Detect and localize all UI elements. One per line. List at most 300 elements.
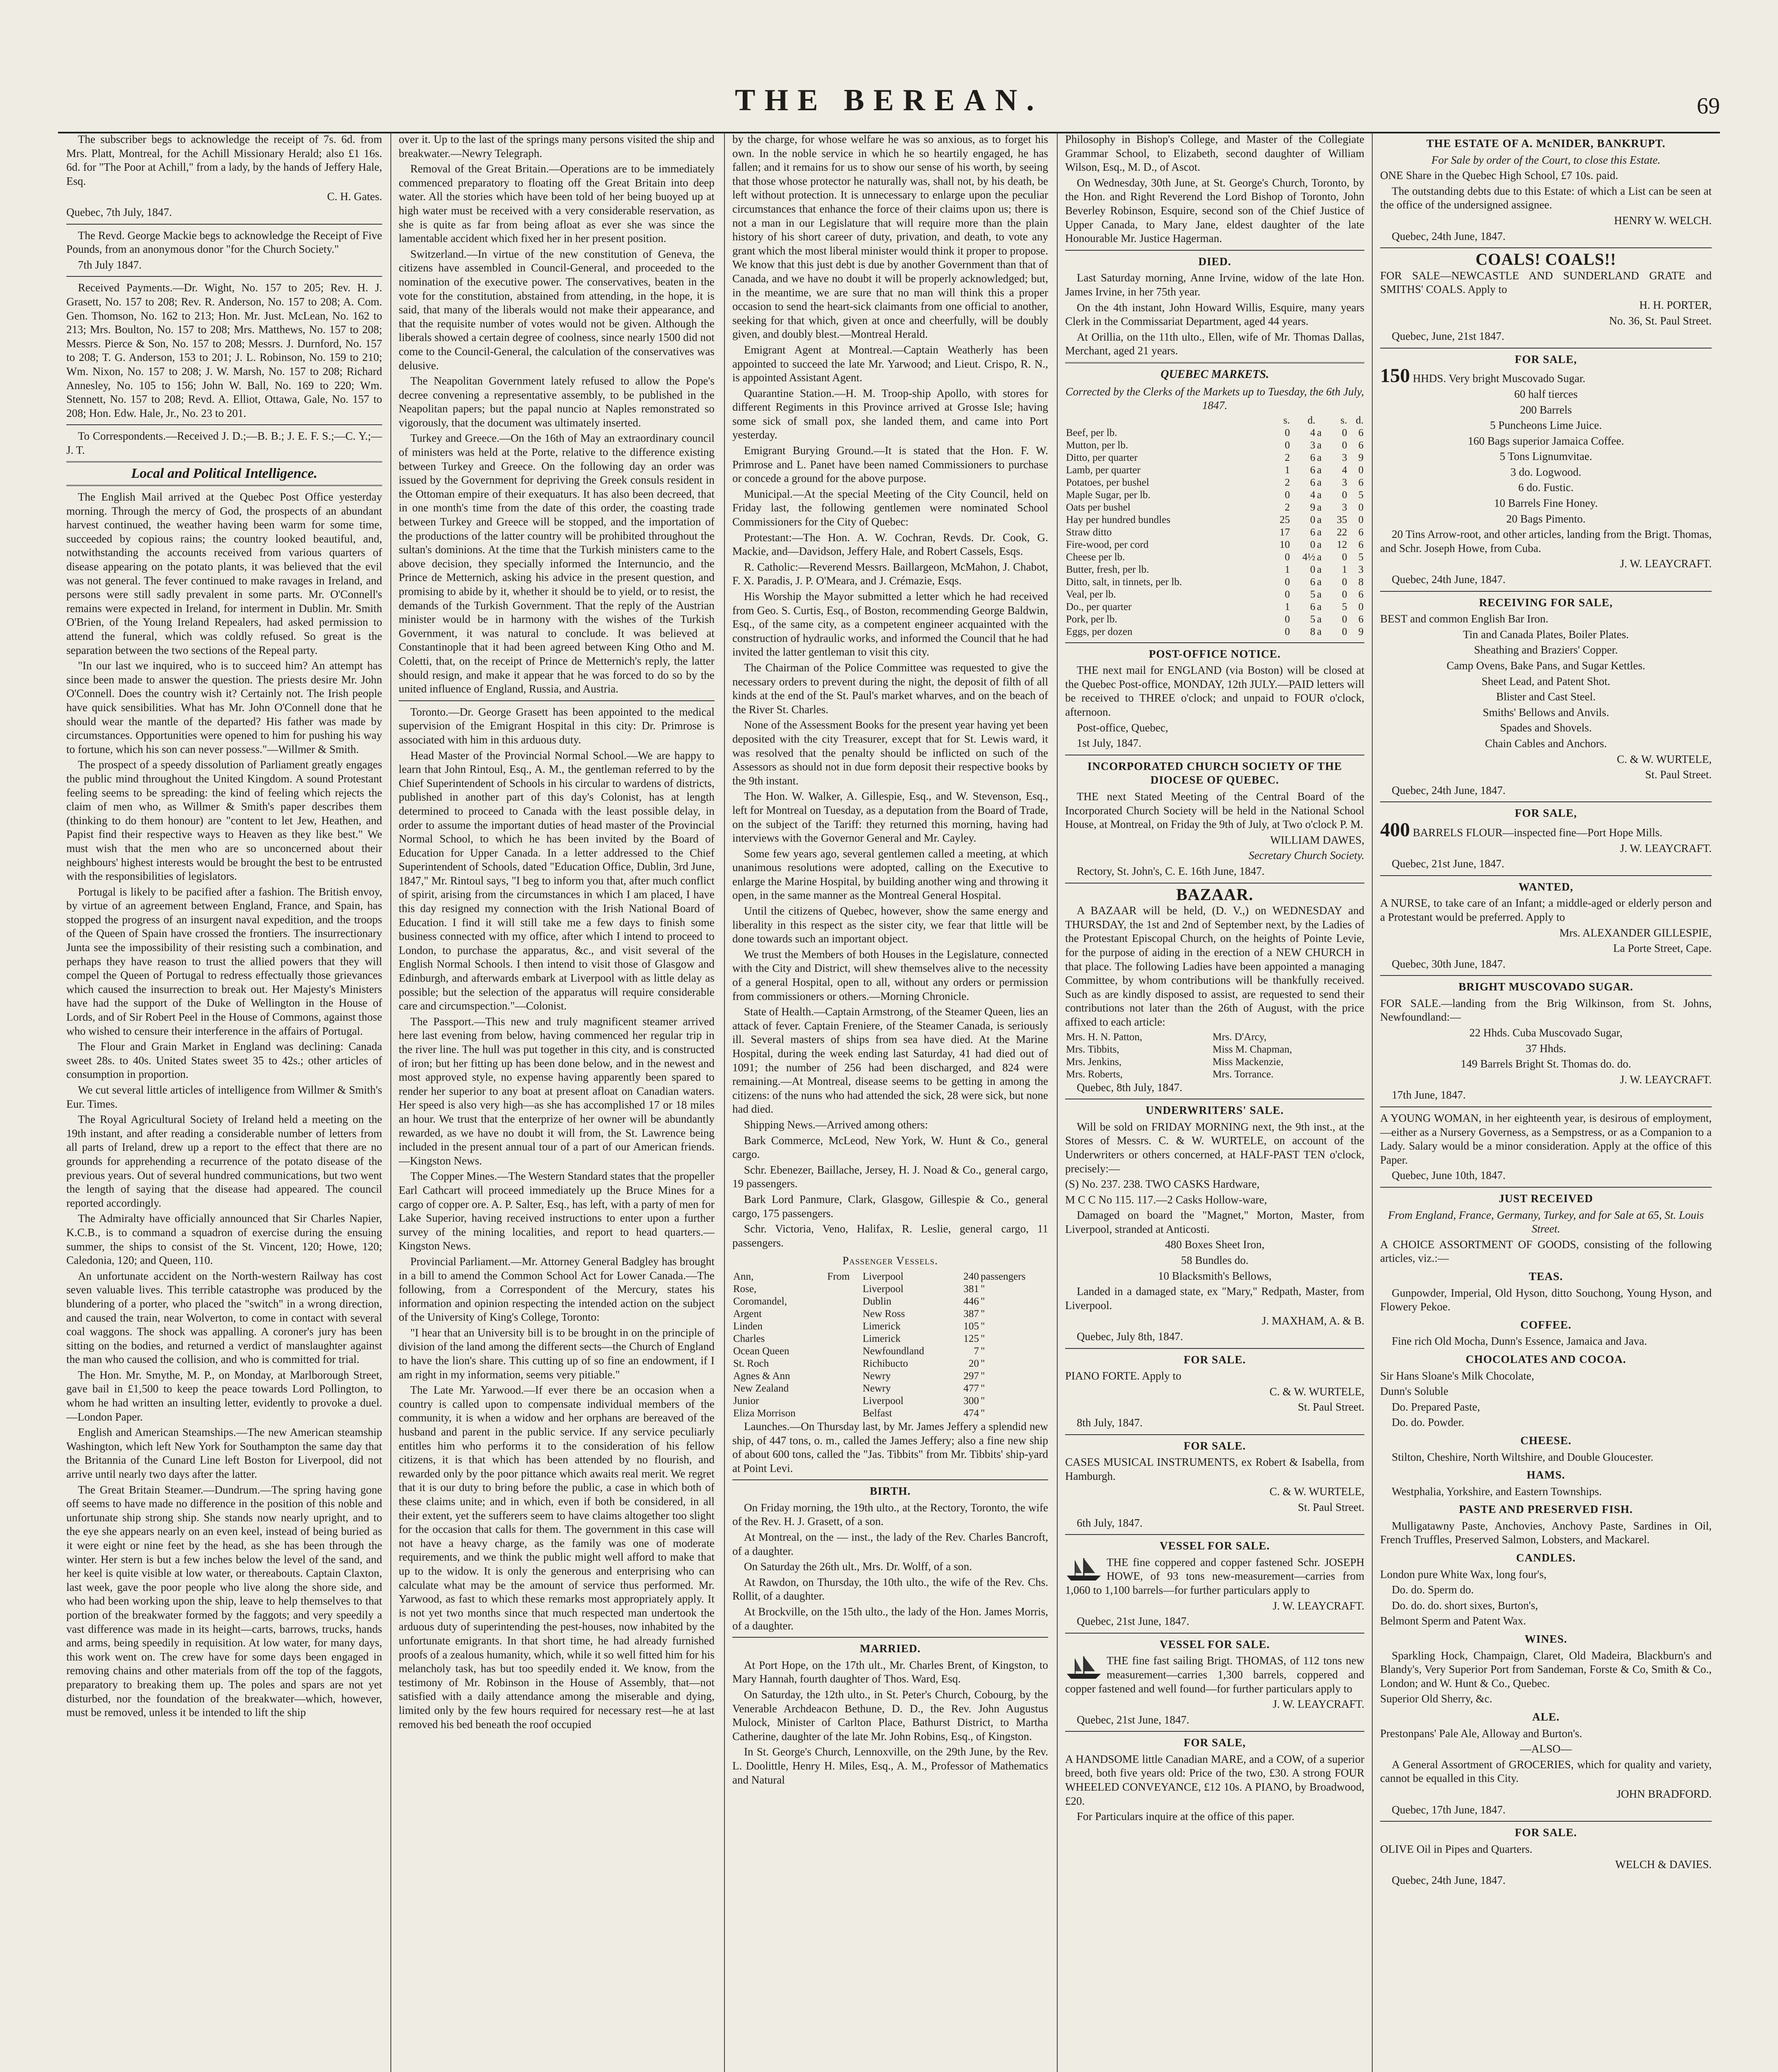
table-cell: a xyxy=(1317,439,1322,451)
goods-text: Westphalia, Yorkshire, and Eastern Townships. xyxy=(1392,1485,1602,1498)
table-cell: 6 xyxy=(1310,477,1315,488)
estate-text: The outstanding debts due to this Estate: of which a List can be seen at the office of the undersigned assignee. xyxy=(1380,184,1712,211)
for-sale-signature: C. & W. WURTELE, xyxy=(1269,1485,1364,1498)
table-cell: Straw ditto xyxy=(1066,526,1112,538)
wanted-address: La Porte Street, Cape. xyxy=(1613,942,1712,955)
table-cell: 3 xyxy=(1342,501,1347,513)
table-cell: a xyxy=(1317,489,1322,501)
table-cell: 125 xyxy=(963,1333,979,1344)
vessel-for-sale-date: Quebec, 21st June, 1847. xyxy=(1077,1615,1189,1628)
vessel-for-sale-text: THE fine fast sailing Brigt. THOMAS, of 112 tons new measurement—carries 1,300 barrels, coppered and copper fastened and well found—for further particulars apply to xyxy=(1065,1654,1364,1695)
table-cell: Do., per quarter xyxy=(1066,601,1132,612)
markets-subtitle: Corrected by the Clerks of the Markets up to Tuesday, the 6th July, 1847. xyxy=(1065,385,1364,412)
news-paragraph: The Chairman of the Police Committee was requested to give the necessary orders to prevent during the night, the deposit of filth of all kinds at the end of the St. Paul's market wharves, and on the beach of the River St. Charles. xyxy=(732,661,1048,716)
acknowledgement: The Revd. George Mackie begs to acknowledge the Receipt of Five Pounds, from an anonymous donor "for the Church Society." xyxy=(66,229,382,256)
table-cell: Dublin xyxy=(862,1295,891,1307)
vessel-for-sale-signature: J. W. LEAYCRAFT. xyxy=(1272,1599,1364,1612)
table-cell: 0 xyxy=(1358,601,1364,612)
table-cell: a xyxy=(1317,539,1322,550)
table-cell: 6 xyxy=(1310,452,1315,463)
correspondents-notice: To Correspondents.—Received J. D.;—B. B.; J. E. F. S.;—C. Y.;—J. T. xyxy=(66,430,382,456)
table-row xyxy=(732,1382,1048,1395)
news-paragraph: The prospect of a speedy dissolution of Parliament greatly engages the public mind throughout the United Kingdom. A sound Protestant feeling seems to be spreading: the kind of feeling which rejects the claim of men who, as Willmer & Smith's paper describes them (thinking to do them honour) are "content to let Jew, Heathen, and Papist find their respective ways to Heaven as they like best." We must wish that the men who are so unconcerned about their neighbours' highest interests would be brought the best to be entrusted with the responsibilities of legislators. xyxy=(66,758,382,883)
sale-item: 160 Bags superior Jamaica Coffee. xyxy=(1468,434,1624,447)
table-row xyxy=(1065,539,1364,551)
goods-heading: ALE. xyxy=(1532,1711,1560,1723)
column-2 xyxy=(399,133,715,2072)
also-separator: —ALSO— xyxy=(1520,1743,1572,1755)
table-cell: 6 xyxy=(1310,464,1315,476)
news-paragraph: His Worship the Mayor submitted a letter which he had received from Geo. S. Curtis, Esq., of Boston, recommending George Baldwin, Esq., of the same city, as a competent engineer acquainted with the construction of hydraulic works, and informed the Council that he had invited the latter gentleman to visit this city. xyxy=(732,590,1048,658)
table-cell: 35 xyxy=(1337,514,1347,525)
table-cell: 3 xyxy=(1342,452,1347,463)
wanted-text: A NURSE, to take care of an Infant; a middle-aged or elderly person and a Protestant would be preferred. Apply to xyxy=(1380,897,1712,923)
table-cell: a xyxy=(1317,613,1322,625)
goods-heading: TEAS. xyxy=(1528,1270,1563,1283)
table-cell: Liverpool xyxy=(862,1395,904,1406)
passenger-vessels-table xyxy=(732,1271,1048,1420)
table-cell: Mrs. Tibbits, xyxy=(1066,1043,1119,1055)
oil-heading: FOR SALE. xyxy=(1514,1826,1577,1839)
sugar-item: 22 Hhds. Cuba Muscovado Sugar, xyxy=(1469,1026,1623,1039)
table-cell: 381 xyxy=(963,1283,979,1295)
underwriters-item: M C C No 115. 117.—2 Casks Hollow-ware, xyxy=(1065,1193,1267,1206)
table-cell: Newry xyxy=(862,1370,891,1382)
underwriters-item: 10 Blacksmith's Bellows, xyxy=(1158,1269,1272,1282)
for-sale-heading: FOR SALE. xyxy=(1183,1439,1246,1452)
table-cell: Miss M. Chapman, xyxy=(1212,1043,1292,1055)
table-cell: Liverpool xyxy=(862,1271,904,1282)
table-cell: 0 xyxy=(1342,588,1347,600)
table-cell: 0 xyxy=(1284,427,1290,438)
column-rule xyxy=(1372,133,1373,2072)
flour-text: BARRELS FLOUR—inspected fine—Port Hope Mills. xyxy=(1412,826,1662,839)
table-row xyxy=(1065,501,1364,514)
for-sale-heading: FOR SALE. xyxy=(1183,1353,1246,1366)
table-cell: 0 xyxy=(1358,514,1364,525)
table-row xyxy=(1065,613,1364,626)
table-cell: Charles xyxy=(733,1333,765,1344)
news-paragraph: English and American Steamships.—The new American steamship Washington, which left New York for Southampton the same day that the Britannia of the Cunard Line left Boston for Liverpool, did not arrive until nearly two days after the latter. xyxy=(66,1426,382,1481)
receiving-signature: C. & W. WURTELE, xyxy=(1617,753,1712,765)
table-row xyxy=(1065,626,1364,638)
for-sale-text: PIANO FORTE. Apply to xyxy=(1065,1370,1182,1382)
table-cell: 1 xyxy=(1284,564,1290,575)
table-cell: a xyxy=(1317,452,1322,463)
deaths-heading: DIED. xyxy=(1198,255,1231,268)
goods-text: Belmont Sperm and Patent Wax. xyxy=(1380,1615,1526,1627)
column-3 xyxy=(732,133,1048,2072)
quantity-figure: 150 xyxy=(1380,365,1410,387)
table-cell xyxy=(826,1295,862,1308)
table-cell: " xyxy=(981,1395,985,1406)
post-office-signature: Post-office, Quebec, xyxy=(1077,721,1168,734)
news-paragraph: The Late Mr. Yarwood.—If ever there be an occasion when a country is called upon to compensate individual members of the community, it is when a widow and her orphans are bereaved of the husband and parent in the public service. If any service peculiarly entitles him who performs it to the consideration of his fellow citizens, it is that which has been attended by no flourish, and rewarded only by the poor pittance which awaits real merit. We regret that it is our duty to bring before the public, a case in which both of these claims unite; and in which, even if both be considered, in all their extent, yet the sufferers seem to have claims altogether too slight for the occasion that calls for them. The government in this case will not have a heavy charge, as the family was one of moderate requirements, and we think the public might well afford to make that up to the widow. It is only the generous and enterprising who can calculate what may be the amount of service thus performed. Mr. Yarwood, as fast to which these remarks most appropriately apply. It is not yet two months since that much respected man undertook the arduous duty of superintending the pest-houses, now inhabited by the unfortunate emigrants. In that short time, he had already furnished proofs of a zealous humanity, which, while it so well fitted him for his melancholy task, has but too speedily ended it. We know, from the testimony of Mr. Robinson in the House of Assembly, that—not satisfied with a daily attendance among the miserable and dying, limited only by the few hours required for necessary rest—he at last removed his bed beneath the roof occupied xyxy=(399,1384,715,1731)
column-1 xyxy=(66,133,382,2072)
table-cell: Junior xyxy=(733,1395,759,1406)
table-cell: Beef, per lb. xyxy=(1066,427,1117,438)
church-society-heading: INCORPORATED CHURCH SOCIETY OF THE DIOCESE OF QUEBEC. xyxy=(1087,760,1342,787)
table-cell: 0 xyxy=(1284,489,1290,501)
table-cell: 240 xyxy=(963,1271,979,1282)
table-cell: 105 xyxy=(963,1320,979,1332)
table-cell: 0 xyxy=(1284,439,1290,451)
young-woman-text: A YOUNG WOMAN, in her eighteenth year, is desirous of employment,—either as a Nursery Governess, as a Sempstress, or as a Companion to a Lady. Salary would be a minor consideration. Apply at the office of this Paper. xyxy=(1380,1112,1712,1166)
table-cell: Mrs. H. N. Patton, xyxy=(1066,1031,1143,1043)
bazaar-heading: BAZAAR. xyxy=(1176,885,1253,904)
table-cell: Richibucto xyxy=(862,1358,908,1369)
table-cell: 20 xyxy=(969,1358,979,1369)
news-paragraph: "I hear that an University bill is to be brought in on the principle of division of the land among the different sects—the Church of England to have the lion's share. This cutting up of so fine an endowment, if I am right in my information, seems very pitiable." xyxy=(399,1326,715,1381)
table-cell: 0 xyxy=(1342,551,1347,563)
news-paragraph: Emigrant Agent at Montreal.—Captain Weatherly has been appointed to succeed the late Mr. Yarwood; and Lieut. Crispo, R. N., is appointed Assistant Agent. xyxy=(732,343,1048,384)
table-row xyxy=(1065,576,1364,588)
underwriters-item: Landed in a damaged state, ex "Mary," Redpath, Master, from Liverpool. xyxy=(1065,1285,1364,1312)
table-row xyxy=(732,1345,1048,1358)
table-row xyxy=(732,1320,1048,1333)
table-cell: 4½ xyxy=(1302,551,1315,563)
table-cell: 4 xyxy=(1310,489,1315,501)
table-row xyxy=(1065,439,1364,452)
receiving-address: St. Paul Street. xyxy=(1645,768,1712,781)
birth-notice: On Friday morning, the 19th ulto., at the Rectory, Toronto, the wife of the Rev. H. J. Grasett, of a son. xyxy=(732,1501,1048,1528)
table-cell xyxy=(826,1407,862,1420)
table-cell: 6 xyxy=(1358,439,1364,451)
goods-text: Fine rich Old Mocha, Dunn's Essence, Jamaica and Java. xyxy=(1392,1335,1647,1348)
receiving-date: Quebec, 24th June, 1847. xyxy=(1392,784,1506,796)
oil-date: Quebec, 24th June, 1847. xyxy=(1392,1874,1506,1886)
table-cell: a xyxy=(1317,427,1322,438)
table-row xyxy=(1065,1056,1364,1068)
marriage-notice: In St. George's Church, Lennoxville, on the 29th June, by the Rev. L. Doolittle, Henry H. Miles, Esq., A. M., Professor of Mathematics and Natural xyxy=(732,1745,1048,1786)
table-header-cell: s. xyxy=(1340,414,1347,426)
oil-signature: WELCH & DAVIES. xyxy=(1615,1858,1712,1871)
table-cell: Oats per bushel xyxy=(1066,501,1131,513)
table-cell: 8 xyxy=(1358,576,1364,588)
oil-text: OLIVE Oil in Pipes and Quarters. xyxy=(1380,1842,1533,1855)
table-cell: 0 xyxy=(1284,588,1290,600)
table-cell: Limerick xyxy=(862,1320,901,1332)
table-row xyxy=(732,1271,1048,1283)
births-heading: BIRTH. xyxy=(870,1485,911,1498)
table-cell: Linden xyxy=(733,1320,763,1332)
table-cell: 5 xyxy=(1342,601,1347,612)
table-cell: Agnes & Ann xyxy=(733,1370,790,1382)
table-cell: Potatoes, per bushel xyxy=(1066,477,1149,488)
wanted-signature: Mrs. ALEXANDER GILLESPIE, xyxy=(1559,926,1712,939)
table-cell: 5 xyxy=(1310,613,1315,625)
goods-heading: HAMS. xyxy=(1526,1469,1565,1481)
table-cell: Coromandel, xyxy=(733,1295,787,1307)
table-cell: " xyxy=(981,1370,985,1382)
table-cell: Liverpool xyxy=(862,1283,904,1295)
table-row xyxy=(732,1333,1048,1345)
marriage-notice: At Port Hope, on the 17th ult., Mr. Charles Brent, of Kingston, to Mary Hannah, fourth daughter of Thos. Ward, Esq. xyxy=(732,1658,1048,1685)
goods-text: Do. do. Sperm do. xyxy=(1392,1583,1474,1596)
young-woman-date: Quebec, June 10th, 1847. xyxy=(1392,1169,1506,1182)
news-paragraph: The English Mail arrived at the Quebec Post Office yesterday morning. Through the mercy of God, the prospects of an abundant harvest continued, the weather having been warm for some time, succeeded by copious rains; the country looked beautiful, and, notwithstanding the accounts received from various quarters of disease appearing on the potato plants, it was believed that the evil was not general. The fever continued to make ravages in Ireland, and persons were still sadly prevalent in some parts. Mr. O'Connell's remains were expected in Ireland, for interment in Dublin. Mr. Smith O'Brien, of the Young Ireland Repealers, had asked permission to attend the funeral, which was coldly refused. So great is the separation between the two sections of the Repeal party. xyxy=(66,491,382,656)
table-cell: Mrs. Jenkins, xyxy=(1066,1056,1122,1067)
news-paragraph: over it. Up to the last of the springs many persons visited the ship and breakwater.—Newry Telegraph. xyxy=(399,133,715,160)
estate-text: ONE Share in the Quebec High School, £7 10s. paid. xyxy=(1380,169,1618,182)
church-society-text: THE next Stated Meeting of the Central Board of the Incorporated Church Society will be held in the National School House, at Montreal, on Friday the 9th of July, at Two o'clock P. M. xyxy=(1065,790,1364,831)
table-header-cell: d. xyxy=(1356,414,1364,426)
table-row xyxy=(1065,1043,1364,1056)
table-cell: Ocean Queen xyxy=(733,1345,790,1357)
table-row xyxy=(1065,601,1364,613)
table-cell: Miss Mackenzie, xyxy=(1212,1056,1284,1067)
sugar-text: FOR SALE.—landing from the Brig Wilkinson, from St. Johns, Newfoundland:— xyxy=(1380,997,1712,1024)
news-paragraph: Turkey and Greece.—On the 16th of May an extraordinary council of ministers was held at the Porte, relative to the difference existing between Turkey and Greece. On the following day an order was issued by the Government for depriving the Greek consuls resident in the Ottoman empire of their exequaturs. It has also been decreed, that in one month's time from the date of this order, the coasting trade between Turkey and Greece will be stopped, and the importation of the productions of the latter country will be prohibited throughout the sultan's dominions. At the time that the Turkish ministers came to the above decision, they specially informed the Internuncio, and the Prince de Metternich, asking his advice in the present question, and promising to abide by it, whether it should be to yield, or to resist, the demands of the Turkish Government. That the reply of the Austrian minister would be in harmony with the wishes of the Turkish Government, it was natural to conclude. It was believed at Constantinople that it had been agreed between King Otho and M. Coletti, that, on the receipt of Prince de Metternich's reply, the latter should resign, and make it appear that he was forced to do so by the united influence of England, Russia, and Austria. xyxy=(399,432,715,695)
news-paragraph: The Hon. Mr. Smythe, M. P., on Monday, at Marlborough Street, gave bail in £1,500 to keep the peace towards Lord Pollington, to whom he had written an insulting letter, evidently to provoke a duel.—London Paper. xyxy=(66,1368,382,1423)
receiving-item: Sheet Lead, and Patent Shot. xyxy=(1481,675,1611,687)
news-paragraph: The Royal Agricultural Society of Ireland held a meeting on the 19th instant, and after reading a considerable number of letters from all parts of Ireland, drew up a report to the effect that there are no grounds for apprehending a recurrence of the potato disease of the previous years. Out of several hundred communications, but two went the length of saying that the disease had appeared. The council reported accordingly. xyxy=(66,1113,382,1209)
birth-notice: On Saturday the 26th ult., Mrs. Dr. Wolff, of a son. xyxy=(744,1560,972,1573)
shipping-intro: Shipping News.—Arrived among others: xyxy=(744,1118,928,1131)
news-paragraph: The Admiralty have officially announced that Sir Charles Napier, K.C.B., is to command a squadron of exercise during the ensuing summer, the ships to consist of the St. Vincent, 120; Howe, 120; Caledonia, 120; and Queen, 110. xyxy=(66,1212,382,1267)
table-cell xyxy=(826,1345,862,1358)
news-paragraph: The Great Britain Steamer.—Dundrum.—The spring having gone off seems to have made no difference in the position of this noble and unfortunate ship strong ship. She stands now nearly upright, and to the eye she appears nearly on an even keel, instead of being buried as it were eight or nine feet by the head, as she has been through the winter. Her stern is but a few inches below the level of the sand, and her keel is quite visible at low water, or thereabouts. Captain Claxton, last week, gave the poor people who live along the shore side, and who had been working upon the ship, leave to help themselves to that portion of the breakwater formed by the faggots; and very speedily a vast difference was made in its height—carts, barrows, trucks, hands and arms, being speedily in requisition. At low water, for many days, this work went on. The crew have for some days been engaged in removing chains and other materials from off the top of the faggots, preparatory to breaking them up. The poles and spars are not yet disturbed, nor the foundation of the breakwater—which, however, must be removed, unless it be intended to lift the ship xyxy=(66,1483,382,1719)
table-cell: Cheese per lb. xyxy=(1066,551,1125,563)
table-row xyxy=(1065,1031,1364,1043)
marriage-notice: On Wednesday, 30th June, at St. George's Church, Toronto, by the Hon. and Right Reverend the Lord Bishop of Toronto, John Beverley Robinson, Esquire, second son of the Chief Justice of Upper Canada, to Mary Jane, eldest daughter of the late Honourable Mr. Justice Hagerman. xyxy=(1065,176,1364,245)
sale-item: 200 Barrels xyxy=(1520,403,1572,416)
table-cell: 0 xyxy=(1310,564,1315,575)
table-cell: " xyxy=(981,1358,985,1369)
sale-item: 20 Tins Arrow-root, and other articles, landing from the Brigt. Thomas, and Schr. Joseph Howe, from Cuba. xyxy=(1380,528,1712,554)
for-sale-note: For Particulars inquire at the office of this paper. xyxy=(1077,1810,1295,1823)
shipping-entry: Schr. Victoria, Veno, Halifax, R. Leslie, general cargo, 11 passengers. xyxy=(732,1222,1048,1249)
page-number: 69 xyxy=(1697,93,1720,119)
table-cell: New Zealand xyxy=(733,1382,789,1394)
vessel-for-sale-signature: J. W. LEAYCRAFT. xyxy=(1272,1698,1364,1711)
goods-text: Superior Old Sherry, &c. xyxy=(1380,1692,1492,1705)
table-header-cell xyxy=(1316,414,1327,427)
table-cell: Mrs. Roberts, xyxy=(1066,1068,1123,1080)
table-cell: Mrs. D'Arcy, xyxy=(1212,1031,1267,1043)
for-sale-date: 6th July, 1847. xyxy=(1077,1516,1143,1529)
table-cell: " xyxy=(981,1320,985,1332)
table-cell: a xyxy=(1317,501,1322,513)
just-received-text: A CHOICE ASSORTMENT OF GOODS, consisting of the following articles, viz.:— xyxy=(1380,1238,1712,1265)
for-sale-address: St. Paul Street. xyxy=(1298,1401,1364,1414)
news-paragraph: Emigrant Burying Ground.—It is stated that the Hon. F. W. Primrose and L. Panet have been named Commissioners to purchase or concede a ground for the above purpose. xyxy=(732,444,1048,485)
post-office-date: 1st July, 1847. xyxy=(1077,737,1141,750)
wanted-date: Quebec, 30th June, 1847. xyxy=(1392,957,1506,970)
sugar-item: 149 Barrels Bright St. Thomas do. do. xyxy=(1461,1058,1631,1070)
goods-heading: COFFEE. xyxy=(1520,1318,1572,1331)
table-cell: Butter, fresh, per lb. xyxy=(1066,564,1149,575)
for-sale-address: St. Paul Street. xyxy=(1298,1501,1364,1513)
news-paragraph: The Hon. W. Walker, A. Gillespie, Esq., and W. Stevenson, Esq., left for Montreal on Tuesday, as a deputation from the Board of Trade, on the subject of the Tariff: they returned this morning, having had interviews with the Governor General and Mr. Cayley. xyxy=(732,790,1048,845)
quantity-figure: 400 xyxy=(1380,818,1410,841)
table-cell: Eliza Morrison xyxy=(733,1407,796,1419)
table-cell: " xyxy=(981,1382,985,1394)
for-sale-heading: FOR SALE, xyxy=(1514,353,1577,366)
table-cell: 0 xyxy=(1342,439,1347,451)
news-paragraph: An unfortunate accident on the North-western Railway has cost seven valuable lives. This terrible catastrophe was produced by the blundering of a porter, who placed the "switch" in a wrong direction, and caused the train, near Wolverton, to come in contact with several coal waggons. The shock was appalling. A coroner's jury has been sitting on the bodies, and returned a verdict of manslaughter against the man who caused the collision, and who is committed for trial. xyxy=(66,1269,382,1366)
table-cell: a xyxy=(1317,601,1322,612)
column-rule xyxy=(390,133,391,2072)
news-paragraph: The Passport.—This new and truly magnificent steamer arrived here last evening from below, having commenced her regular trip in the river line. The hull was put together in this city, and is constructed of iron; but her fitting up has been done below, and in the newest and most approved style, no expense having apparently been spared to render her superior to any boat at present afloat on Canadian waters. Her speed is also very high—as she has accomplished 17 or 18 miles an hour. We trust that the enterprize of her owner will be abundantly rewarded, as we have no doubt it will from, the St. Lawrence being included in the present annual tour of a part of our American friends.—Kingston News. xyxy=(399,1015,715,1167)
goods-text: Do. Prepared Paste, xyxy=(1392,1400,1480,1413)
table-cell: 0 xyxy=(1358,501,1364,513)
birth-notice: At Rawdon, on Thursday, the 10th ulto., the wife of the Rev. Chs. Rollit, of a daughter. xyxy=(732,1576,1048,1602)
markets-table xyxy=(1065,414,1364,638)
table-cell: Newfoundland xyxy=(862,1345,924,1357)
goods-text: A General Assortment of GROCERIES, which for quality and variety, cannot be equalled in this City. xyxy=(1380,1758,1712,1785)
table-cell: From xyxy=(827,1271,850,1282)
table-header-cell: s. xyxy=(1283,414,1290,426)
flour-signature: J. W. LEAYCRAFT. xyxy=(1620,842,1712,854)
shipping-entry: Bark Lord Panmure, Clark, Glasgow, Gillespie & Co., general cargo, 175 passengers. xyxy=(732,1193,1048,1220)
table-row xyxy=(732,1295,1048,1308)
table-cell: 10 xyxy=(1279,539,1290,550)
underwriters-item: 480 Boxes Sheet Iron, xyxy=(1165,1238,1264,1251)
table-cell: Newry xyxy=(862,1382,891,1394)
table-header-row xyxy=(1065,414,1364,427)
marriage-notice: Philosophy in Bishop's College, and Master of the Collegiate Grammar School, to Elizabeth, second daughter of William Wilson, Esq., M. D., of Ascot. xyxy=(1065,133,1364,174)
table-cell: Ann, xyxy=(733,1271,754,1282)
table-cell: 474 xyxy=(963,1407,979,1419)
table-cell: 446 xyxy=(963,1295,979,1307)
table-row xyxy=(1065,477,1364,489)
bazaar-text: A BAZAAR will be held, (D. V.,) on WEDNESDAY and THURSDAY, the 1st and 2nd of September next, by the Ladies of the Protestant Episcopal Church, on the heights of Pointe Levie, for the purpose of aiding in the erection of a NEW CHURCH in that place. The following Ladies have been appointed a managing Committee, by whom contributions will be thankfully received. Such as are kindly disposed to assist, are requested to send their contributions not later than the 26th of August, with the price affixed to each article: xyxy=(1065,904,1364,1028)
table-cell: 4 xyxy=(1342,464,1347,476)
goods-text: Mulligatawny Paste, Anchovies, Anchovy Paste, Sardines in Oil, French Truffles, Preserved Salmon, Lobsters, and Mackarel. xyxy=(1380,1519,1712,1546)
table-cell: Mutton, per lb. xyxy=(1066,439,1128,451)
table-cell: a xyxy=(1317,626,1322,637)
goods-text: Stilton, Cheshire, North Wiltshire, and Double Gloucester. xyxy=(1392,1450,1654,1463)
sugar-signature: J. W. LEAYCRAFT. xyxy=(1620,1073,1712,1086)
news-paragraph: Quarantine Station.—H. M. Troop-ship Apollo, with stores for different Regiments in this Province arrived at Grosse Isle; having some sick of small pox, she landed them, and came into Port yesterday. xyxy=(732,387,1048,441)
passenger-vessels-heading: Passenger Vessels. xyxy=(842,1254,938,1267)
table-cell: 5 xyxy=(1358,551,1364,563)
table-cell: 6 xyxy=(1358,613,1364,625)
goods-text: Prestonpans' Pale Ale, Alloway and Burton's. xyxy=(1380,1727,1582,1740)
table-cell: a xyxy=(1317,464,1322,476)
table-cell xyxy=(826,1283,862,1295)
sugar-heading: BRIGHT MUSCOVADO SUGAR. xyxy=(1458,980,1633,993)
estate-date: Quebec, 24th June, 1847. xyxy=(1392,230,1506,242)
news-paragraph: Switzerland.—In virtue of the new constitution of Geneva, the citizens have assembled in Council-General, and proceeded to the nomination of the executive power. The conservatives, beaten in the vote for the constitution, abstained from attending, in the hope, it is said, that many of the liberals would not make their appearance, and that the requisite number of votes would not be given. Although the liberals showed a certain degree of coolness, since nearly 1500 did not come to the Council-General, the calculation of the conservatives was delusive. xyxy=(399,247,715,372)
table-cell: 0 xyxy=(1342,576,1347,588)
table-cell: 8 xyxy=(1310,626,1315,637)
news-paragraph: Removal of the Great Britain.—Operations are to be immediately commenced preparatory to floating off the Great Britain into deep water. All the stories which have been told of her being buoyed up at high water must be received with a very considerable reservation, as she is quite as far from being afloat as ever she was since the lamentable accident which fixed her in her present position. xyxy=(399,162,715,245)
goods-date: Quebec, 17th June, 1847. xyxy=(1392,1803,1506,1816)
news-paragraph: The Copper Mines.—The Western Standard states that the propeller Earl Cathcart will proceed immediately up the Bruce Mines for a cargo of copper ore. A. P. Salter, Esq., has left, with a party of men for Lake Superior, having received instructions to enter upon a further survey of the mining localities, and report to head quarters.—Kingston News. xyxy=(399,1170,715,1252)
table-row xyxy=(1065,452,1364,464)
death-notice: At Orillia, on the 11th ulto., Ellen, wife of Mr. Thomas Dallas, Merchant, aged 21 years. xyxy=(1065,330,1364,357)
for-sale-signature: C. & W. WURTELE, xyxy=(1269,1385,1364,1398)
goods-signature: JOHN BRADFORD. xyxy=(1616,1787,1712,1800)
church-society-signature: WILLIAM DAWES, xyxy=(1270,833,1364,846)
payments-received: Received Payments.—Dr. Wight, No. 157 to 205; Rev. H. J. Grasett, No. 157 to 208; Rev. R. Anderson, No. 157 to 208; A. Com. Gen. Thomson, No. 162 to 213; Hon. Mr. Just. McLean, No. 162 to 213; Mrs. Boulton, No. 157 to 208; Mrs. Matthews, No. 157 to 208; Messrs. Pierce & Son, No. 157 to 208; Messrs. J. Durnford, No. 157 to 208; T. G. Anderson, 153 to 201; J. L. Robinson, No. 159 to 210; Wm. Nixon, No. 157 to 208; J. W. Marsh, No. 157 to 208; Richard Annesley, No. 105 to 156; John W. Ball, No. 169 to 220; Wm. Stennett, No. 157 to 208; Revd. A. Elliot, Ottawa, Gale, No. 157 to 208; Hon. Edw. Hale, Jr., No. 23 to 201. xyxy=(66,281,382,419)
news-paragraph: Municipal.—At the special Meeting of the City Council, held on Friday last, the following gentlemen were nominated School Commissioners for the City of Quebec: xyxy=(732,487,1048,528)
coals-text: FOR SALE—NEWCASTLE AND SUNDERLAND GRATE and SMITHS' COALS. Apply to xyxy=(1380,269,1712,296)
masthead xyxy=(58,83,1720,133)
table-cell: " xyxy=(981,1345,985,1357)
table-cell: Ditto, salt, in tinnets, per lb. xyxy=(1066,576,1182,588)
table-cell: Lamb, per quarter xyxy=(1066,464,1141,476)
table-cell: 2 xyxy=(1284,477,1290,488)
table-cell: St. Roch xyxy=(733,1358,769,1369)
sugar-item: 37 Hhds. xyxy=(1526,1042,1566,1055)
for-sale-heading: FOR SALE, xyxy=(1183,1736,1246,1749)
sale-heading-text: HHDS. Very bright Muscovado Sugar. xyxy=(1412,372,1586,385)
table-row xyxy=(1065,564,1364,576)
goods-text: Dunn's Soluble xyxy=(1380,1385,1449,1398)
table-cell: " xyxy=(981,1407,985,1419)
goods-heading: PASTE AND PRESERVED FISH. xyxy=(1459,1503,1633,1516)
goods-heading: CHOCOLATES AND COCOA. xyxy=(1466,1353,1626,1365)
table-cell: 22 xyxy=(1337,526,1347,538)
table-cell: 6 xyxy=(1310,526,1315,538)
table-cell: " xyxy=(981,1295,985,1307)
goods-text: London pure White Wax, long four's, xyxy=(1380,1568,1547,1581)
table-cell: 0 xyxy=(1284,551,1290,563)
table-cell xyxy=(826,1395,862,1407)
table-cell: Limerick xyxy=(862,1333,901,1344)
table-cell: " xyxy=(981,1333,985,1344)
news-paragraph: Some few years ago, several gentlemen called a meeting, at which unanimous resolutions were adopted, calling on the Executive to enlarge the Marine Hospital, by building another wing and throwing it open, in the same manner as the Montreal General Hospital. xyxy=(732,847,1048,902)
sale-item: 10 Barrels Fine Honey. xyxy=(1494,497,1598,510)
column-rule xyxy=(724,133,725,2072)
table-cell: Pork, per lb. xyxy=(1066,613,1117,625)
news-paragraph: Head Master of the Provincial Normal School.—We are happy to learn that John Rintoul, Esq., A. M., the gentleman referred to by the Chief Superintendent of Schools in his circular to wardens of districts, published in another part of this day's Colonist, has at length determined to proceed to Canada with the least possible delay, in order to assume the important duties of head master of the Provincial Normal School, to which he has been invited by the Board of Education for Upper Canada. In a letter addressed to the Chief Superintendent of Schools, dated "Education Office, Dublin, 3rd June, 1847," Mr. Rintoul says, "I beg to inform you that, after much conflict of spirit, arising from the circumstances in which I am placed, I have this day resigned my connection with the Irish National Board of Education. I find it will still take me a few days to finish some business connected with my office, after which I intend to proceed to London, to purchase the apparatus, &c., and visit several of the English Normal Schools. I then intend to visit those of Glasgow and Edinburgh, and afterwards embark at Liverpool with as little delay as possible; but the selection of the apparatus will require considerable care and circumspection."—Colonist. xyxy=(399,749,715,1012)
underwriters-item: Damaged on board the "Magnet," Morton, Master, from Liverpool, stranded at Anticosti. xyxy=(1065,1209,1364,1235)
post-office-text: THE next mail for ENGLAND (via Boston) will be closed at the Quebec Post-office, MONDAY, 12th JULY.—PAID letters will be received to THREE o'clock; and unpaid to FOUR o'clock, afternoon. xyxy=(1065,664,1364,719)
receiving-item: Blister and Cast Steel. xyxy=(1496,690,1596,703)
underwriters-text: Will be sold on FRIDAY MORNING next, the 9th inst., at the Stores of Messrs. C. & W. WURTELE, on account of the Underwriters or others concerned, at HALF-PAST TEN o'clock, precisely:— xyxy=(1065,1120,1364,1175)
news-paragraph: by the charge, for whose welfare he was so anxious, as to forget his own. In the noble service in which he so heartily engaged, he has fallen; and it remains for us to show our sense of his worth, by seeing that those whose protector he naturally was, shall not, by his death, be left without protection. It is unnecessary to enlarge upon the peculiar circumstances that enhance the force of their claims upon us; there is not a man in our Legislature that will require more than the plain history of his short career of duty, privation, and death, to vote any grant which the most liberal minister would think it proper to propose. We know that this just debt is due by another Government than that of Canada, and we have no doubt it will be properly acknowledged; but, in the meantime, we are sure that no man will think this a proper occasion to send the heart-sick claimants from one official to another, seeking for that which, given at once and cheerfully, will be doubly given, and doubly blest.—Montreal Herald. xyxy=(732,133,1048,341)
table-cell xyxy=(826,1358,862,1370)
sugar-date: 17th June, 1847. xyxy=(1392,1089,1466,1101)
news-paragraph: Protestant:—The Hon. A. W. Cochran, Revds. Dr. Cook, G. Mackie, and—Davidson, Jeffery Hale, and Robert Cassels, Esqs. xyxy=(732,531,1048,558)
goods-heading: CHEESE. xyxy=(1520,1434,1572,1447)
wanted-heading: WANTED, xyxy=(1518,880,1574,893)
table-cell: 0 xyxy=(1342,427,1347,438)
receiving-item: Sheathing and Braziers' Copper. xyxy=(1474,644,1618,656)
table-cell xyxy=(826,1320,862,1333)
for-sale-date: 8th July, 1847. xyxy=(1077,1416,1143,1429)
table-row xyxy=(1065,1068,1364,1081)
table-cell: Belfast xyxy=(862,1407,892,1419)
table-cell: Argent xyxy=(733,1308,762,1319)
table-cell: 477 xyxy=(963,1382,979,1394)
death-notice: Last Saturday morning, Anne Irvine, widow of the late Hon. James Irvine, in her 75th year. xyxy=(1065,271,1364,298)
table-cell: 0 xyxy=(1310,514,1315,525)
table-row xyxy=(1065,427,1364,439)
table-cell: 0 xyxy=(1284,576,1290,588)
news-paragraph: We cut several little articles of intelligence from Willmer & Smith's Eur. Times. xyxy=(66,1084,382,1110)
table-cell: 0 xyxy=(1342,489,1347,501)
table-row xyxy=(1065,489,1364,501)
table-cell xyxy=(826,1382,862,1395)
bazaar-date: Quebec, 8th July, 1847. xyxy=(1077,1081,1182,1094)
table-cell: 387 xyxy=(963,1308,979,1319)
table-cell: 7 xyxy=(974,1345,979,1357)
table-cell: 25 xyxy=(1279,514,1290,525)
table-cell: 6 xyxy=(1358,526,1364,538)
table-cell: 1 xyxy=(1284,601,1290,612)
news-paragraph: R. Catholic:—Reverend Messrs. Baillargeon, McMahon, J. Chabot, F. X. Paradis, J. P. O'Meara, and J. Crémazie, Esqs. xyxy=(732,560,1048,587)
goods-heading: CANDLES. xyxy=(1516,1552,1576,1564)
table-cell: 6 xyxy=(1358,427,1364,438)
bazaar-committee xyxy=(1065,1031,1364,1081)
table-cell: Fire-wood, per cord xyxy=(1066,539,1149,550)
sale-item: 5 Puncheons Lime Juice. xyxy=(1490,419,1602,432)
